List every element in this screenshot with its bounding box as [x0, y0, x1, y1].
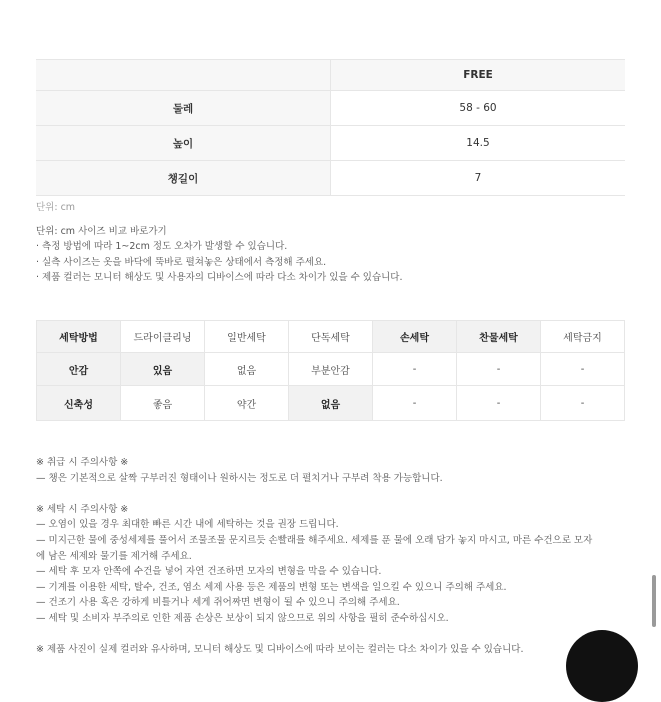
- wash-row-method: [37, 321, 625, 353]
- wash-cell-selected: 손세탁: [373, 321, 457, 353]
- wash-cell: 없음: [205, 353, 289, 386]
- care-line: — 세탁 및 소비자 부주의로 인한 제품 손상은 보상이 되지 않으므로 위의 사항을 필히 준수하십시오.: [36, 612, 449, 624]
- floating-action-button[interactable]: [566, 630, 638, 702]
- wash-cell: 드라이클리닝: [121, 321, 205, 353]
- care-line: — 기계를 이용한 세탁, 탈수, 건조, 염소 세제 사용 등은 제품의 변형 또는 변색을 일으킬 수 있으니 주의해 주세요.: [36, 581, 507, 593]
- wash-cell: 단독세탁: [289, 321, 373, 353]
- wash-cell: -: [541, 353, 625, 386]
- care-line: — 세탁 후 모자 안쪽에 수건을 넣어 자연 건조하면 모자의 변형을 막을 수 있습니다.: [36, 566, 382, 578]
- size-label: 높이: [36, 126, 331, 161]
- care-notes: [36, 455, 592, 658]
- size-row-height: [36, 126, 625, 161]
- wash-row-head: 세탁방법: [37, 321, 121, 353]
- wash-cell: -: [541, 386, 625, 421]
- wash-cell: 좋음: [121, 386, 205, 421]
- size-notes: [36, 224, 403, 285]
- wash-cell: 약간: [205, 386, 289, 421]
- wash-cell-selected: 찬물세탁: [457, 321, 541, 353]
- size-row-girth: [36, 91, 625, 126]
- size-table-header: [36, 60, 625, 91]
- handling-title: ※ 취급 시 주의사항 ※: [36, 457, 129, 468]
- wash-cell: -: [373, 353, 457, 386]
- wash-cell-selected: 없음: [289, 386, 373, 421]
- size-label: 챙길이: [36, 161, 331, 196]
- wash-table: [36, 320, 625, 421]
- size-compare-link[interactable]: 단위: cm 사이즈 비교 바로가기: [36, 226, 167, 237]
- care-line: — 오염이 있을 경우 최대한 빠른 시간 내에 세탁하는 것을 권장 드립니다.: [36, 519, 339, 531]
- wash-cell: -: [457, 353, 541, 386]
- wash-row-lining: [37, 353, 625, 386]
- care-line: — 미지근한 물에 중성세제를 풀어서 조물조물 문지르듯 손빨래를 해주세요. 세제를 푼 물에 오래 담가 놓지 마시고, 마른 수건으로 모자: [36, 534, 593, 546]
- washing-title: ※ 세탁 시 주의사항 ※: [36, 503, 129, 515]
- spacer: [36, 486, 592, 502]
- care-line: 에 남은 세제와 물기를 제거해 주세요.: [36, 550, 192, 562]
- size-value: 7: [331, 161, 626, 196]
- scrollbar[interactable]: [652, 575, 656, 627]
- wash-cell: 세탁금지: [541, 321, 625, 353]
- size-label: 둘레: [36, 91, 331, 126]
- unit-note: 단위: cm: [36, 202, 76, 213]
- wash-cell: 부분안감: [289, 353, 373, 386]
- wash-cell-selected: 있음: [121, 353, 205, 386]
- wash-cell: -: [457, 386, 541, 421]
- spacer: [36, 627, 592, 643]
- care-line: — 건조기 사용 혹은 강하게 비틀거나 세게 쥐어짜면 변형이 될 수 있으니 주의해 주세요.: [36, 597, 400, 609]
- care-line: — 챙은 기본적으로 살짝 구부러진 형태이나 원하시는 정도로 더 펼치거나 구부려 착용 가능합니다.: [36, 472, 443, 484]
- wash-row-stretch: [37, 386, 625, 421]
- size-note-line: · 제품 컬러는 모니터 해상도 및 사용자의 디바이스에 따라 다소 차이가 있을 수 있습니다.: [36, 271, 403, 283]
- wash-cell: -: [373, 386, 457, 421]
- size-header-free: FREE: [331, 60, 626, 91]
- wash-cell: 일반세탁: [205, 321, 289, 353]
- photo-note: ※ 제품 사진이 실제 컬러와 유사하며, 모니터 해상도 및 디바이스에 따라 보이는 컬러는 다소 차이가 있을 수 있습니다.: [36, 644, 524, 656]
- size-value: 58 - 60: [331, 91, 626, 126]
- size-note-line: · 실측 사이즈는 옷을 바닥에 뚝바로 펼쳐놓은 상태에서 측정해 주세요.: [36, 256, 327, 268]
- size-row-brim: [36, 161, 625, 196]
- wash-row-head: 안감: [37, 353, 121, 386]
- size-value: 14.5: [331, 126, 626, 161]
- size-header-label: [36, 60, 331, 91]
- wash-row-head: 신축성: [37, 386, 121, 421]
- size-note-line: · 측정 방법에 따라 1~2cm 정도 오차가 발생할 수 있습니다.: [36, 241, 288, 253]
- size-table: [36, 59, 625, 196]
